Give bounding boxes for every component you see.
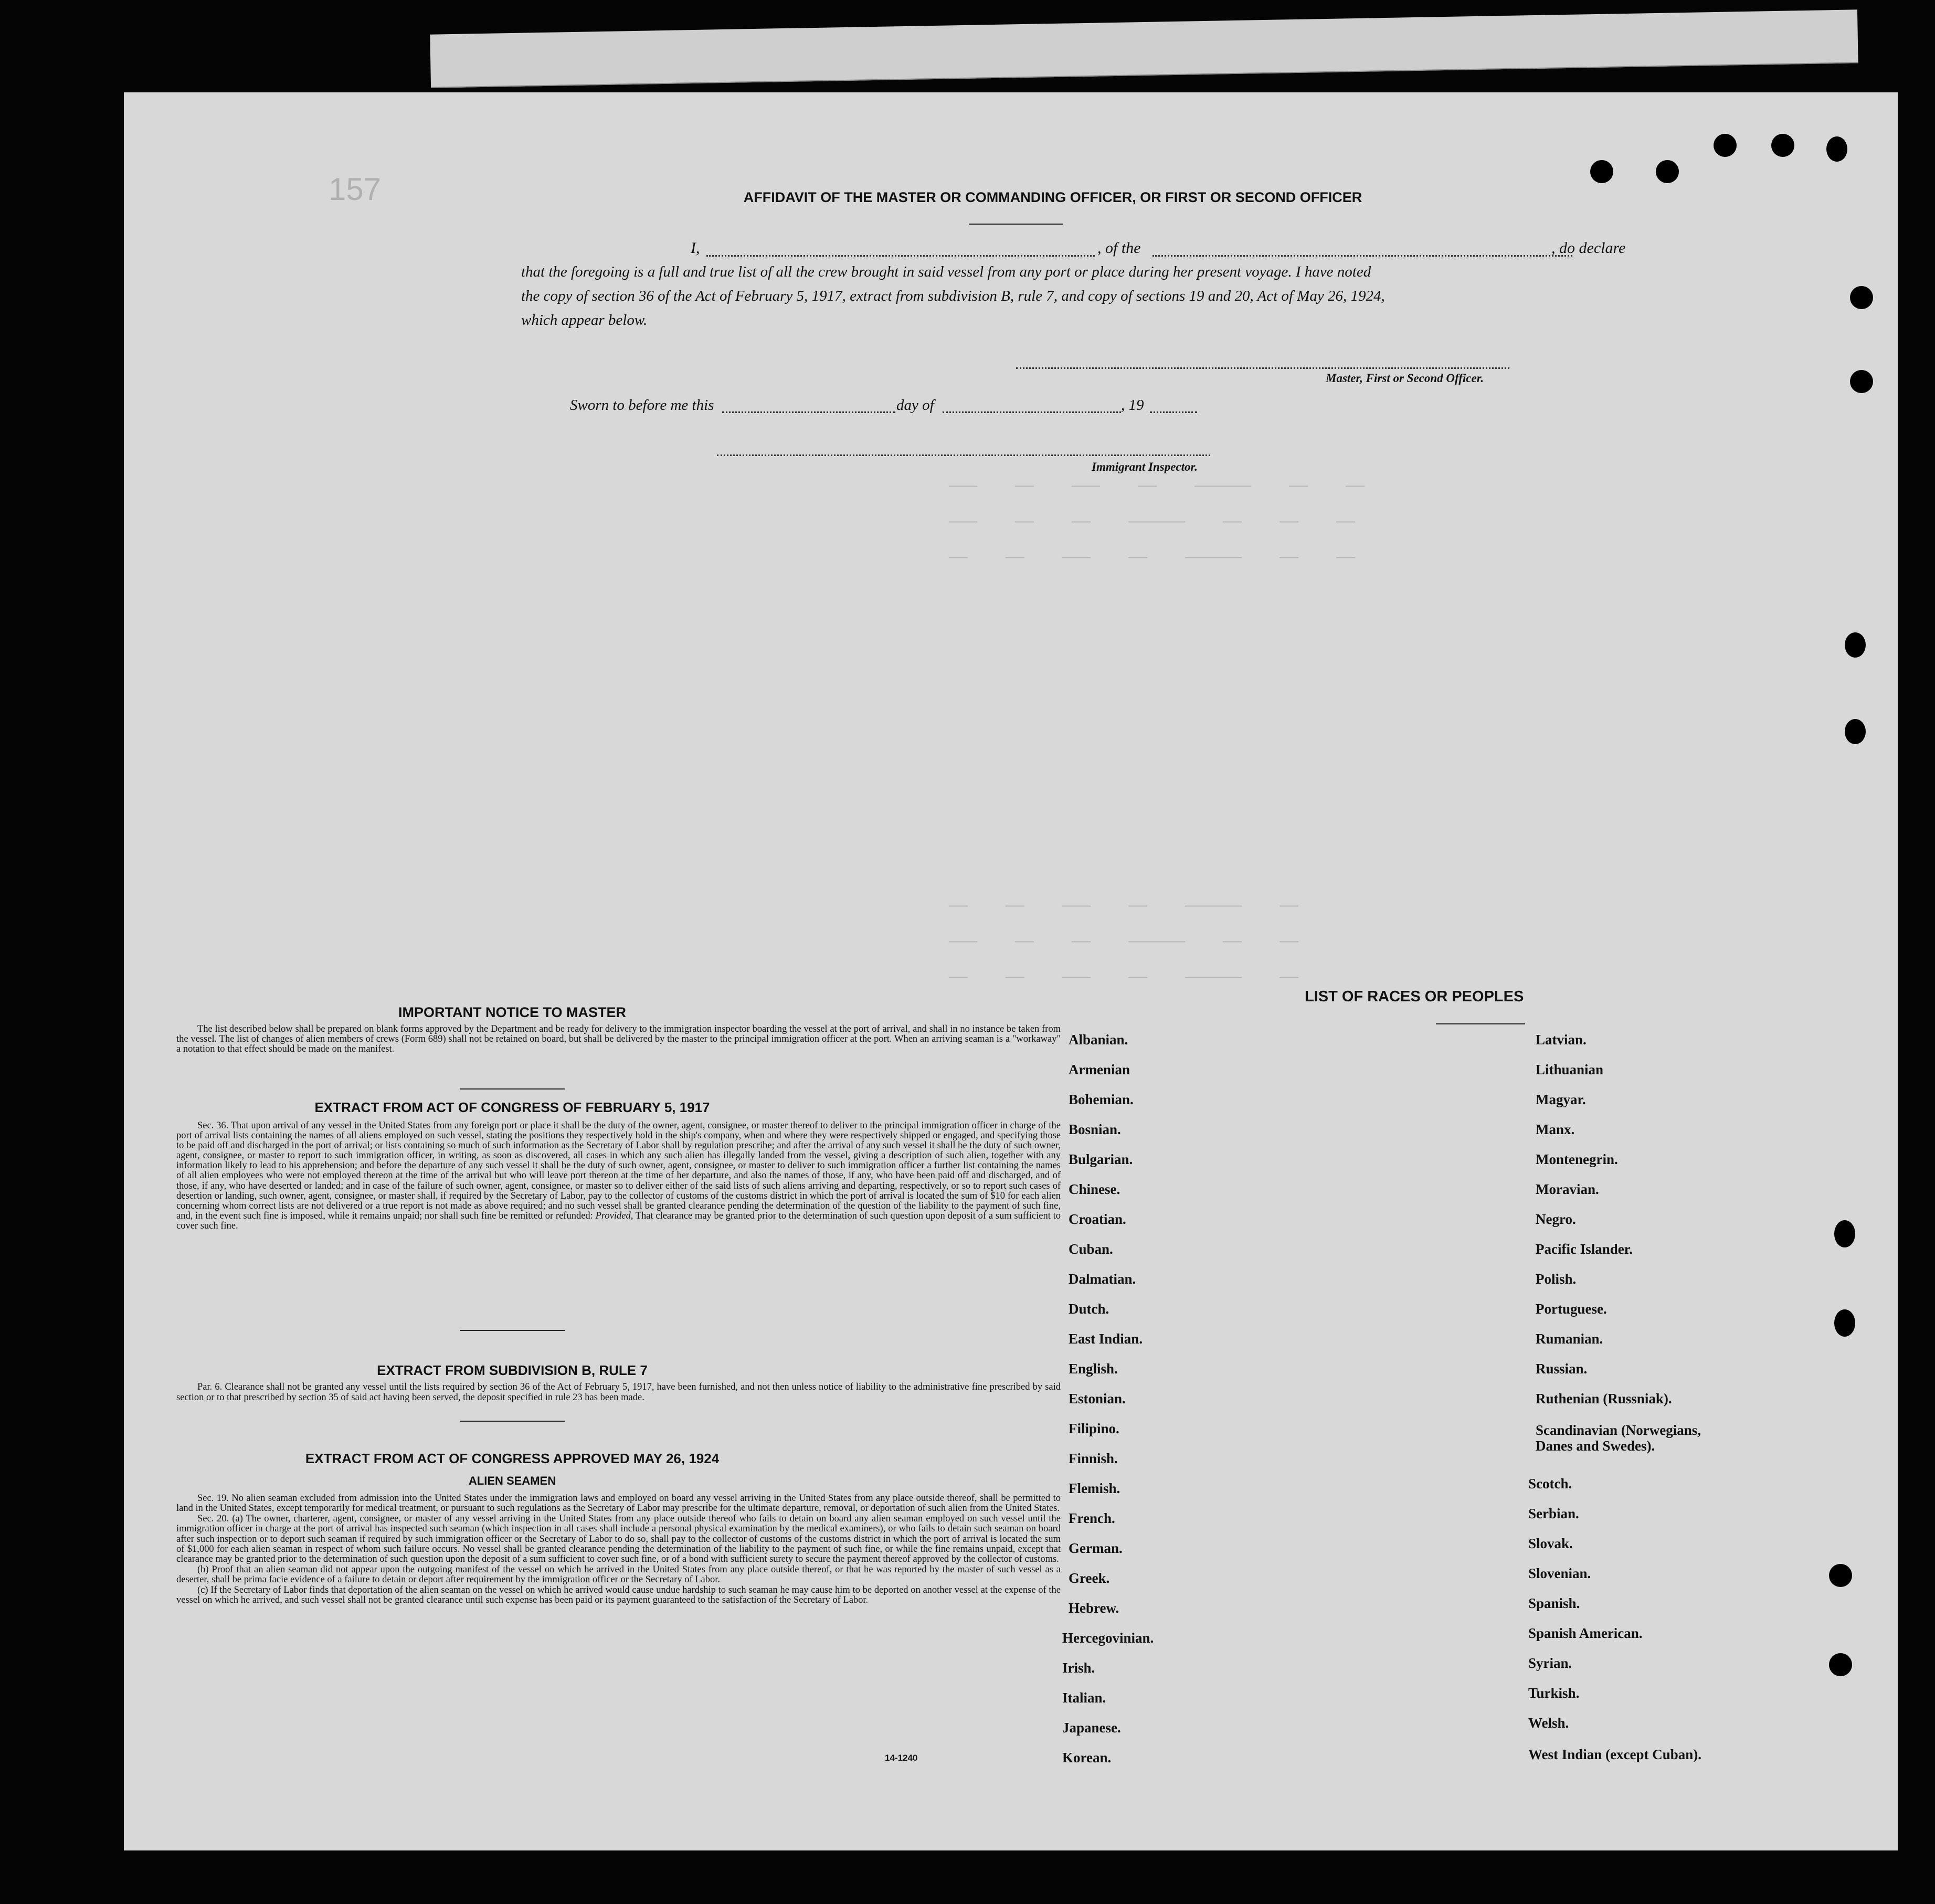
master-name-field[interactable]	[706, 255, 1095, 257]
races-left-column	[1062, 1032, 1331, 1871]
race-item: Ruthenian (Russniak).	[1536, 1391, 1672, 1406]
affidavit-line2: that the foregoing is a full and true list of all the crew brought in said vessel from any port or place during her present voyage. I have noted	[521, 263, 1371, 280]
race-item: Japanese.	[1062, 1720, 1121, 1736]
race-item: Bulgarian.	[1069, 1151, 1133, 1167]
race-item: Slovak.	[1528, 1536, 1573, 1551]
race-item: Hebrew.	[1069, 1600, 1119, 1616]
race-item: Negro.	[1536, 1211, 1576, 1227]
races-title: LIST OF RACES OR PEOPLES	[1305, 988, 1524, 1005]
sec20a-text: (a) The owner, charterer, agent, consignee, or master of any vessel arriving in the United States from any place outside thereof who fails to detain on board any alien seaman employed on such vessel until the immigration officer in charge at the port of arrival has inspected such seaman (which inspection in all cases shall include a personal physical examination by the medical examiners), or who fails to detain such seaman on board after such inspection or to deport such seaman if required by such immigration officer or the Secretary of Labor to do so, shall pay to the collector of customs of the customs district in which the port of arrival is located the sum of $1,000 for each alien seaman in respect of whom such failure occurs. No vessel shall be granted clearance pending the determination of the liability to the payment of such fine, or while the fine remains unpaid, except that clearance may be granted prior to the determination of such question upon the deposit of a sum sufficient to cover such fine, or of a bond with sufficient surety to secure the payment thereof approved by the collector of customs.	[176, 1513, 1061, 1565]
race-item: Spanish.	[1528, 1595, 1580, 1611]
race-item: Russian.	[1536, 1361, 1588, 1377]
extract-1924-text	[176, 1494, 1061, 1605]
race-item: Albanian.	[1069, 1032, 1128, 1048]
race-item: Chinese.	[1069, 1181, 1120, 1197]
race-item: Korean.	[1062, 1750, 1112, 1765]
punch-hole	[1771, 134, 1794, 157]
sec19-text: No alien seaman excluded from admission into the United States under the immigration laws and employed on board any vessel arriving in the United States from any place outside thereof, shall be permitted to land in the United States, except temporarily for medical treatment, or pursuant to such regulations as the Secretary of Labor may prescribe for the ultimate departure, removal, or deportation of such alien from the United States.	[176, 1493, 1061, 1514]
race-item: Portuguese.	[1536, 1301, 1607, 1317]
race-item: Scotch.	[1528, 1476, 1572, 1492]
document-page	[124, 92, 1898, 1850]
extract-1917-title: EXTRACT FROM ACT OF CONGRESS OF FEBRUARY 5, 1917	[314, 1099, 710, 1115]
race-item: Greek.	[1069, 1570, 1110, 1586]
master-signature-line[interactable]	[1016, 367, 1509, 369]
race-item: Rumanian.	[1536, 1331, 1603, 1347]
notice-title: IMPORTANT NOTICE TO MASTER	[398, 1004, 626, 1020]
sec19-paragraph	[176, 1494, 1061, 1514]
punch-hole	[1826, 136, 1847, 162]
punch-hole	[1834, 1220, 1855, 1247]
rule7-text: Par. 6. Clearance shall not be granted any vessel until the lists required by section 36 of the Act of February 5, 1917, have been furnished, and not then unless notice of liability to the administrative fine prescribed by said section or to that prescribed by section 35 of said act having been served, the deposit specified in rule 23 has been made.	[176, 1382, 1061, 1403]
sworn-day-field[interactable]	[722, 411, 895, 413]
affidavit-i: I,	[691, 239, 700, 257]
inspector-label: Immigrant Inspector.	[1092, 460, 1198, 473]
sec20b-paragraph: (b) Proof that an alien seaman did not appear upon the outgoing manifest of the vessel on which he arrived in the United States from any place outside thereof, or that he was reported by the master of such vessel as a deserter, shall be prima facie evidence of a failure to detain or deport after requirement by the immigration officer or the Secretary of Labor.	[176, 1564, 1061, 1585]
rule7-rule	[460, 1421, 565, 1422]
sworn-prefix: Sworn to before me this	[570, 397, 714, 414]
sec20c-paragraph: (c) If the Secretary of Labor finds that deportation of the alien seaman on the vessel on which he arrived would cause undue hardship to such seaman he may cause him to be deported on another vessel at the expense of the vessel on which he arrived, and such vessel shall not be granted clearance until such expense has been paid or its payment guaranteed to the satisfaction of the Secretary of Labor.	[176, 1584, 1061, 1606]
master-signature-label: Master, First or Second Officer.	[1326, 372, 1484, 385]
race-item: Syrian.	[1528, 1655, 1572, 1671]
top-paper-strip	[430, 9, 1858, 88]
race-item: French.	[1069, 1510, 1115, 1526]
sworn-year-field[interactable]	[1150, 411, 1197, 413]
race-item: East Indian.	[1069, 1331, 1143, 1347]
affidavit-line1	[659, 239, 1635, 260]
race-item: Latvian.	[1536, 1032, 1587, 1048]
punch-hole	[1845, 719, 1866, 744]
notice-text: The list described below shall be prepared on blank forms approved by the Department and be ready for delivery to the immigration inspector boarding the vessel at the port of arrival, and shall in no instance be taken from the vessel. The list of changes of alien members of crews (Form 689) shall not be retained on board, but shall be delivered by the master to the principal immigration officer at the port. When an arriving seaman is a "workaway" a notation to that effect should be made on the manifest.	[176, 1024, 1061, 1054]
races-title-rule	[1436, 1023, 1525, 1024]
extract-1917-sec-label: Sec. 36.	[197, 1120, 229, 1131]
race-item: Pacific Islander.	[1536, 1241, 1633, 1257]
race-item: Lithuanian	[1536, 1062, 1604, 1077]
race-item: Flemish.	[1069, 1480, 1120, 1496]
punch-hole	[1834, 1309, 1855, 1337]
race-item: West Indian (except Cuban).	[1528, 1747, 1702, 1762]
race-item: English.	[1069, 1361, 1118, 1377]
affidavit-title: AFFIDAVIT OF THE MASTER OR COMMANDING OFFICER, OR FIRST OR SECOND OFFICER	[743, 189, 1362, 205]
punch-hole	[1656, 160, 1679, 183]
punch-hole	[1829, 1653, 1852, 1676]
bleed-through-text: ——— —— ——— —— —————— —— —— ——— —— —— —————— —— —— —— —— —— ——— —— —————— —— ——	[949, 478, 1365, 567]
race-item: German.	[1069, 1540, 1123, 1556]
form-number: 14-1240	[885, 1753, 918, 1763]
affidavit-declare: , do declare	[1551, 239, 1626, 257]
race-item: Dutch.	[1069, 1301, 1109, 1317]
vessel-name-field[interactable]	[1152, 255, 1572, 257]
inspector-signature-line[interactable]	[717, 454, 1210, 456]
extract-1917-body: That upon arrival of any vessel in the United States from any foreign port or place it shall be the duty of the owner, agent, consignee, or master thereof to deliver to the principal immigration officer in charge of the port of arrival lists containing the names of all aliens employed on such vessel, stating the positions they respectively hold in the ship's company, when and where they were respectively shipped or engaged, and specifying those to be paid off and discharged in the port of arrival; or lists containing so much of such information as the Secretary of Labor shall by regulation prescribe; and after the arrival of any such vessel it shall be the duty of such owner, agent, consignee, or master to report to such immigration officer, in writing, as soon as discovered, all cases in which any such alien has illegally landed from the vessel, giving a description of such alien, together with any information likely to lead to his apprehension; and before the departure of any such vessel it shall be the duty of such owner, agent, consignee, or master to deliver to such immigration officer a further list containing the names of all alien employees who were not employed thereon at the time of the arrival but who will leave port thereon at the time of her departure, and also the names of those, if any, who have been paid off and discharged, and of those, if any, who have deserted or landed; and in case of the failure of such owner, agent, consignee, or master so to deliver either of the said lists of such aliens arriving and departing, respectively, or so to report such cases of desertion or landing, such owner, agent, consignee, or master shall, if required by the Secretary of Labor, pay to the collector of customs of the customs district in which the port of arrival is located the sum of $10 for each alien concerning whom correct lists are not delivered or a true report is not made as above required; and no such vessel shall be granted clearance pending the determination of the question of the liability to the payment of such fine, and, in the event such fine is imposed, while it remains unpaid; nor shall such fine be remitted or refunded:	[176, 1120, 1061, 1221]
race-item: Armenian	[1069, 1062, 1130, 1077]
race-item: Serbian.	[1528, 1506, 1579, 1521]
race-item: Montenegrin.	[1536, 1151, 1618, 1167]
affidavit-title-rule	[969, 224, 1063, 225]
extract-1924-title: EXTRACT FROM ACT OF CONGRESS APPROVED MAY 26, 1924	[305, 1451, 720, 1466]
punch-hole	[1590, 160, 1613, 183]
faint-page-number: 157	[329, 172, 382, 207]
extract-1924-subtitle: ALIEN SEAMEN	[468, 1474, 556, 1487]
sworn-line	[570, 397, 1252, 418]
rule7-title: EXTRACT FROM SUBDIVISION B, RULE 7	[377, 1362, 648, 1378]
race-item: Bosnian.	[1069, 1122, 1121, 1137]
sworn-day-of: day of	[896, 397, 934, 414]
race-item: Polish.	[1536, 1271, 1577, 1287]
sec20-label: Sec. 20.	[197, 1513, 229, 1524]
race-item: Estonian.	[1069, 1391, 1126, 1406]
affidavit-of-the: , of the	[1097, 239, 1141, 257]
race-item: Welsh.	[1528, 1715, 1569, 1731]
affidavit-line4: which appear below.	[521, 312, 648, 329]
race-item: Finnish.	[1069, 1451, 1118, 1466]
notice-rule	[460, 1088, 565, 1089]
race-item: Croatian.	[1069, 1211, 1126, 1227]
race-item: Scandinavian (Norwegians, Danes and Swedes).	[1536, 1422, 1701, 1454]
punch-hole	[1850, 286, 1873, 309]
race-item: Irish.	[1062, 1660, 1095, 1676]
sworn-month-field[interactable]	[943, 411, 1121, 413]
race-item: Dalmatian.	[1069, 1271, 1136, 1287]
affidavit-line3: the copy of section 36 of the Act of February 5, 1917, extract from subdivision B, rule 7, and copy of sections 19 and 20, Act of May 26, 1924,	[521, 288, 1385, 304]
race-item: Magyar.	[1536, 1092, 1586, 1107]
race-item: Spanish American.	[1528, 1625, 1643, 1641]
extract-1917-rule	[460, 1330, 565, 1331]
sec19-label: Sec. 19.	[197, 1493, 229, 1504]
race-item: Cuban.	[1069, 1241, 1113, 1257]
bleed-through-text-2: —— —— ——— —— —————— —— ——— —— —— —————— —— —— —— —— ——— —— —————— ——	[949, 897, 1299, 987]
punch-hole	[1829, 1564, 1852, 1587]
extract-1917-text	[176, 1121, 1061, 1231]
extract-1917-proviso: That clearance may be granted prior to the determination of such question upon deposit of a sum sufficient to cover such fine.	[176, 1210, 1061, 1231]
extract-1917-proviso-label: Provided,	[595, 1210, 633, 1221]
race-item: Turkish.	[1528, 1685, 1580, 1701]
race-item: Hercegovinian.	[1062, 1630, 1154, 1646]
race-item: Manx.	[1536, 1122, 1575, 1137]
race-item: Moravian.	[1536, 1181, 1599, 1197]
sworn-year: , 19	[1121, 397, 1144, 414]
punch-hole	[1850, 370, 1873, 393]
race-item: Slovenian.	[1528, 1565, 1591, 1581]
races-right-column	[1528, 1032, 1798, 1871]
punch-hole	[1845, 632, 1866, 658]
sec20a-paragraph	[176, 1514, 1061, 1565]
race-item: Italian.	[1062, 1690, 1106, 1706]
race-item: Bohemian.	[1069, 1092, 1134, 1107]
punch-hole	[1714, 134, 1737, 157]
race-item: Filipino.	[1069, 1421, 1119, 1436]
